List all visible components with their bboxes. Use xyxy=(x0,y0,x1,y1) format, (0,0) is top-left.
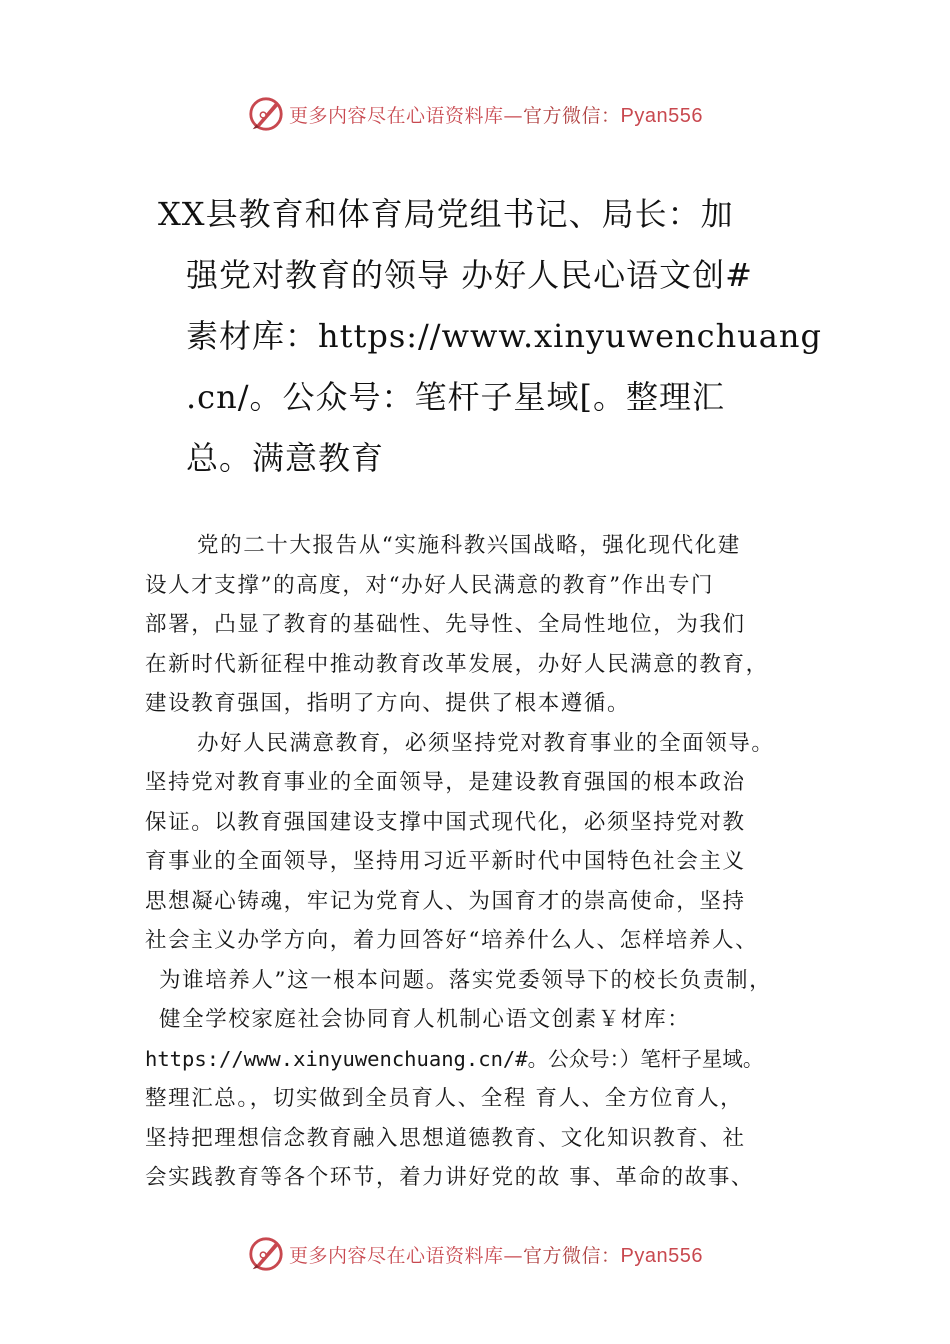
pen-seal-logo-icon xyxy=(247,95,285,133)
title-line: 强党对教育的领导 办好人民心语文创# xyxy=(186,256,753,294)
paragraph-line: https://www.xinyuwenchuang.cn/#。公众号：）笔杆子星域。 xyxy=(145,1046,764,1071)
document-body xyxy=(145,526,845,1198)
paragraph-line: 会实践教育等各个环节，着力讲好党的故 事、革命的故事、 xyxy=(145,1165,755,1190)
document-title xyxy=(158,184,822,489)
banner-site-name: 更多内容尽在心语资料库 xyxy=(289,104,504,127)
paragraph-line: 党的二十大报告从“实施科教兴国战略，强化现代化建 xyxy=(197,533,741,558)
paragraph-line: 健全学校家庭社会协同育人机制心语文创素￥材库： xyxy=(159,1007,691,1032)
banner-text xyxy=(289,1241,703,1268)
banner-wechat-label: 官方微信： xyxy=(523,1244,621,1267)
paragraph-line: 思想凝心铸魂，牢记为党育人、为国育才的崇高使命，坚持 xyxy=(145,888,746,914)
footer-banner xyxy=(0,1232,950,1276)
banner-dash: — xyxy=(503,104,524,127)
paragraph-line: 育事业的全面领导，坚持用习近平新时代中国特色社会主义 xyxy=(145,849,746,874)
paragraph-line: 设人才支撑”的高度，对“办好人民满意的教育”作出专门 xyxy=(145,572,715,598)
title-line: 总。满意教育 xyxy=(186,439,385,477)
title-line: 素材库：https://www.xinyuwenchuang xyxy=(186,317,822,355)
paragraph-line: 为谁培养人”这一根本问题。落实党委领导下的校长负责制， xyxy=(159,967,773,993)
pen-seal-logo-icon xyxy=(247,1235,285,1273)
banner-wechat-id: Pyan556 xyxy=(620,1244,703,1267)
paragraph-line: 坚持把理想信念教育融入思想道德教育、文化知识教育、社 xyxy=(145,1125,746,1151)
paragraph-line: 整理汇总。，切实做到全员育人、全程 育人、全方位育人， xyxy=(145,1086,744,1111)
header-banner xyxy=(0,92,950,136)
paragraph-line: 在新时代新征程中推动教育改革发展，办好人民满意的教育， xyxy=(145,651,769,677)
paragraph-line: 坚持党对教育事业的全面领导，是建设教育强国的根本政治 xyxy=(145,770,746,795)
banner-text xyxy=(289,101,703,128)
paragraph-line: 建设教育强国，指明了方向、提供了根本遵循。 xyxy=(145,691,631,716)
paragraph-line: 办好人民满意教育，必须坚持党对教育事业的全面领导。 xyxy=(197,730,775,756)
banner-wechat-id: Pyan556 xyxy=(620,104,703,127)
title-line: .cn/。公众号：笔杆子星域[。整理汇 xyxy=(186,378,725,416)
banner-site-name: 更多内容尽在心语资料库 xyxy=(289,1244,504,1267)
banner-dash: — xyxy=(503,1244,524,1267)
paragraph-line: 保证。以教育强国建设支撑中国式现代化，必须坚持党对教 xyxy=(145,809,746,835)
banner-wechat-label: 官方微信： xyxy=(523,104,621,127)
title-line: XX县教育和体育局党组书记、局长：加 xyxy=(158,195,734,233)
paragraph-line: 社会主义办学方向，着力回答好“培养什么人、怎样培养人、 xyxy=(145,928,759,953)
paragraph-line: 部署，凸显了教育的基础性、先导性、全局性地位，为我们 xyxy=(145,612,746,637)
